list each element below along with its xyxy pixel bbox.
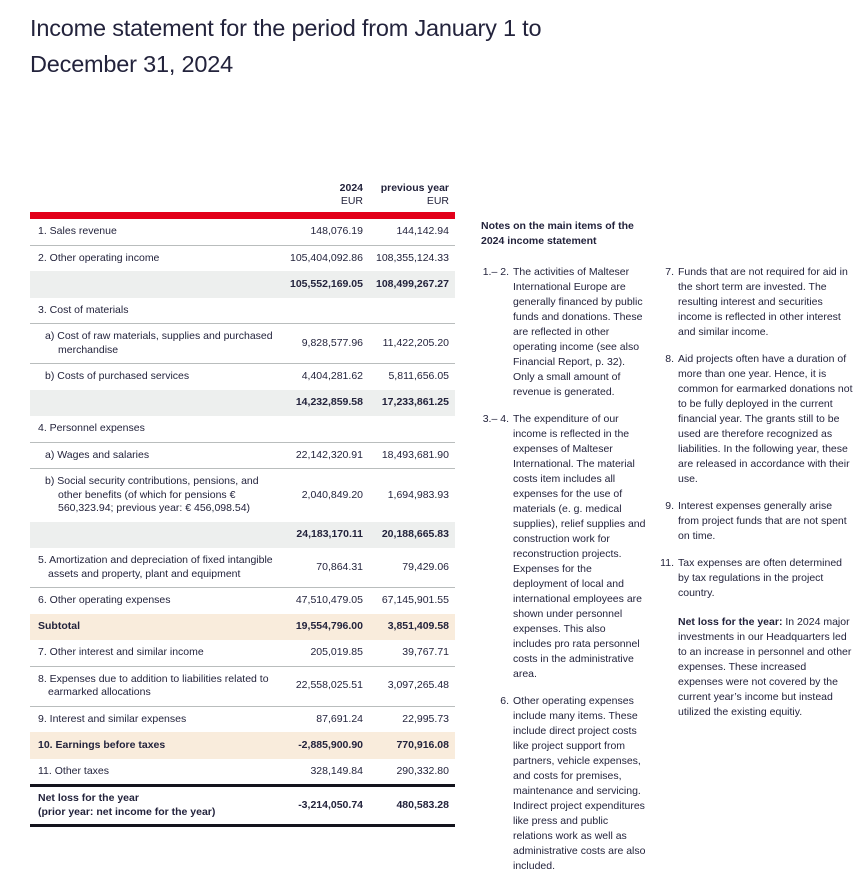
value-previous-year: 1,694,983.93	[387, 488, 449, 501]
value-2024: 105,552,169.05	[290, 277, 363, 290]
value-2024: 205,019.85	[310, 646, 363, 658]
row-other-operating-expenses	[30, 588, 455, 614]
row-cost-of-materials	[30, 298, 455, 325]
subtotal-row-income	[30, 271, 455, 298]
note-number: 3.– 4.	[482, 413, 509, 425]
notes-header: Notes on the main items of the 2024 income statement	[481, 220, 634, 247]
value-previous-year: 22,995.73	[402, 712, 449, 725]
row-label: b) Social security contributions, pensions, and other benefits (of which for pensions € 560,323.94; previous year: € 456,098.54)	[45, 475, 259, 514]
value-2024: 22,558,025.51	[295, 679, 363, 692]
note-text: The activities of Malteser International Europe are generally financed by public funds and donations. These are reflected in other operating income (see also Financial Report, p. 32). Only a small amount of revenue is generated.	[513, 266, 643, 398]
row-label: 5. Amortization and depreciation of fixed intangible assets and property, plant and equipment	[38, 554, 273, 580]
column-header-previous-year	[363, 182, 455, 208]
row-earmarked-allocations	[30, 667, 455, 707]
note-9	[659, 499, 853, 544]
value-previous-year: 3,851,409.58	[387, 620, 449, 632]
row-label: 8. Expenses due to addition to liabilities related to earmarked allocations	[38, 672, 269, 698]
row-other-interest-income	[30, 640, 455, 667]
note-1-2	[481, 265, 647, 400]
row-label: a) Cost of raw materials, supplies and purchased merchandise	[45, 330, 273, 356]
row-label: b) Costs of purchased services	[45, 370, 190, 382]
column-year-label: previous year	[380, 182, 449, 194]
value-previous-year: 79,429.06	[402, 560, 449, 573]
column-currency-label: EUR	[426, 195, 449, 207]
value-previous-year: 144,142.94	[396, 225, 449, 237]
note-text: Funds that are not required for aid in the short term are invested. The resulting interest and securities income is reflected in other interest and similar income.	[678, 266, 848, 338]
value-2024: 105,404,092.86	[290, 251, 363, 264]
note-number: 8.	[665, 353, 674, 365]
page-title: Income statement for the period from January 1 to December 31, 2024	[30, 15, 542, 77]
value-previous-year: 11,422,205.20	[382, 336, 449, 349]
value-2024: 148,076.19	[310, 225, 363, 237]
net-loss-line1: Net loss for the year	[38, 792, 139, 804]
row-label: 1. Sales revenue	[38, 225, 117, 237]
row-wages-salaries	[30, 443, 455, 470]
value-previous-year: 3,097,265.48	[387, 679, 449, 692]
column-header-2024	[281, 182, 363, 208]
row-social-security	[30, 469, 455, 522]
value-previous-year: 17,233,861.25	[381, 396, 449, 408]
value-2024: 24,183,170.11	[296, 528, 363, 540]
row-label: 9. Interest and similar expenses	[38, 712, 187, 725]
row-purchased-services	[30, 364, 455, 390]
note-8	[659, 352, 853, 487]
row-net-loss	[30, 784, 455, 827]
row-label: 3. Cost of materials	[38, 303, 129, 316]
net-loss-line2: (prior year: net income for the year)	[38, 805, 216, 818]
row-other-operating-income	[30, 246, 455, 272]
row-other-taxes	[30, 759, 455, 785]
subtotal-row-materials	[30, 390, 455, 417]
column-currency-label: EUR	[340, 195, 363, 207]
row-amortization-depreciation	[30, 548, 455, 588]
table-header	[30, 182, 455, 208]
note-11	[659, 556, 853, 601]
row-label: 4. Personnel expenses	[38, 422, 145, 434]
red-divider-bar	[30, 212, 455, 219]
note-net-loss-summary	[659, 615, 853, 720]
row-label	[30, 792, 281, 819]
note-text: Other operating expenses include many items. These include direct project costs like project support from partners, vehicle expenses, and costs for premises, maintenance and servicing. Indirect project expenditures like press and public relations work as well as administrative costs are also included.	[513, 695, 646, 872]
row-label: 7. Other interest and similar income	[38, 646, 204, 658]
note-6	[481, 694, 647, 874]
row-label: Subtotal	[38, 620, 80, 632]
value-previous-year: 290,332.80	[396, 764, 449, 777]
row-personnel-expenses	[30, 416, 455, 443]
value-2024: -3,214,050.74	[298, 798, 363, 811]
note-number: 7.	[665, 266, 674, 278]
notes-column-1	[481, 219, 647, 886]
row-subtotal	[30, 614, 455, 641]
value-previous-year: 67,145,901.55	[381, 594, 449, 606]
value-2024: 19,554,796.00	[295, 620, 363, 632]
value-2024: 14,232,859.58	[295, 396, 363, 408]
note-text: The expenditure of our income is reflected in the expenses of Malteser International. The material costs item includes all expenses for the use of materials (e. g. medical supplies), relief supplies and construction work for reconstruction projects. Expenses for the deployment of local and international employees are shown under personnel expenses. This also includes pro rata personnel costs in the administrative area.	[513, 413, 646, 680]
value-2024: 2,040,849.20	[301, 488, 363, 501]
subtotal-row-personnel	[30, 522, 455, 549]
row-earnings-before-taxes	[30, 732, 455, 759]
value-previous-year: 18,493,681.90	[381, 448, 449, 461]
note-text: Tax expenses are often determined by tax regulations in the project country.	[678, 557, 843, 599]
notes-column-2	[659, 219, 853, 886]
note-text: In 2024 major investments in our Headquarters led to an increase in personnel and other expenses. These increased expenses were not covered by the current year’s income but instead utilized the existing equitiy.	[678, 616, 852, 718]
row-label: 10. Earnings before taxes	[38, 738, 166, 751]
note-number: 6.	[500, 695, 509, 707]
value-previous-year: 108,355,124.33	[376, 251, 449, 264]
value-2024: 47,510,479.05	[295, 594, 363, 606]
value-2024: 328,149.84	[310, 764, 363, 777]
value-2024: -2,885,900.90	[298, 738, 363, 751]
value-2024: 70,864.31	[316, 560, 363, 573]
note-text: Interest expenses generally arise from project funds that are not spent on time.	[678, 500, 847, 542]
note-7	[659, 265, 853, 340]
note-3-4	[481, 412, 647, 682]
value-2024: 22,142,320.91	[295, 448, 363, 461]
value-previous-year: 480,583.28	[396, 798, 449, 811]
row-label: 2. Other operating income	[38, 251, 160, 264]
value-2024: 9,828,577.96	[301, 336, 363, 349]
value-2024: 87,691.24	[316, 712, 363, 725]
column-year-label: 2024	[339, 182, 363, 194]
value-previous-year: 20,188,665.83	[381, 528, 449, 540]
row-raw-materials	[30, 324, 455, 364]
row-label: 6. Other operating expenses	[38, 594, 171, 606]
content	[30, 182, 853, 886]
row-interest-expenses	[30, 707, 455, 733]
note-number: 9.	[665, 500, 674, 512]
notes-section	[481, 182, 853, 886]
note-lead: Net loss for the year:	[678, 616, 783, 628]
income-statement-table	[30, 182, 455, 886]
row-label: 11. Other taxes	[38, 764, 110, 777]
value-previous-year: 770,916.08	[396, 738, 449, 751]
note-number: 1.– 2.	[482, 266, 509, 278]
note-text: Aid projects often have a duration of more than one year. Hence, it is common for earmarked donations not to be fully deployed in the current financial year. The grants still to be used are therefore recognized as liabilities. In the following year, these are released in accordance with their use.	[678, 353, 853, 485]
value-previous-year: 108,499,267.27	[376, 277, 449, 290]
value-previous-year: 5,811,656.05	[388, 370, 449, 382]
value-2024: 4,404,281.62	[301, 370, 363, 382]
row-sales-revenue	[30, 219, 455, 246]
value-previous-year: 39,767.71	[402, 646, 449, 658]
row-label: a) Wages and salaries	[45, 448, 150, 461]
note-number: 11.	[660, 557, 674, 569]
